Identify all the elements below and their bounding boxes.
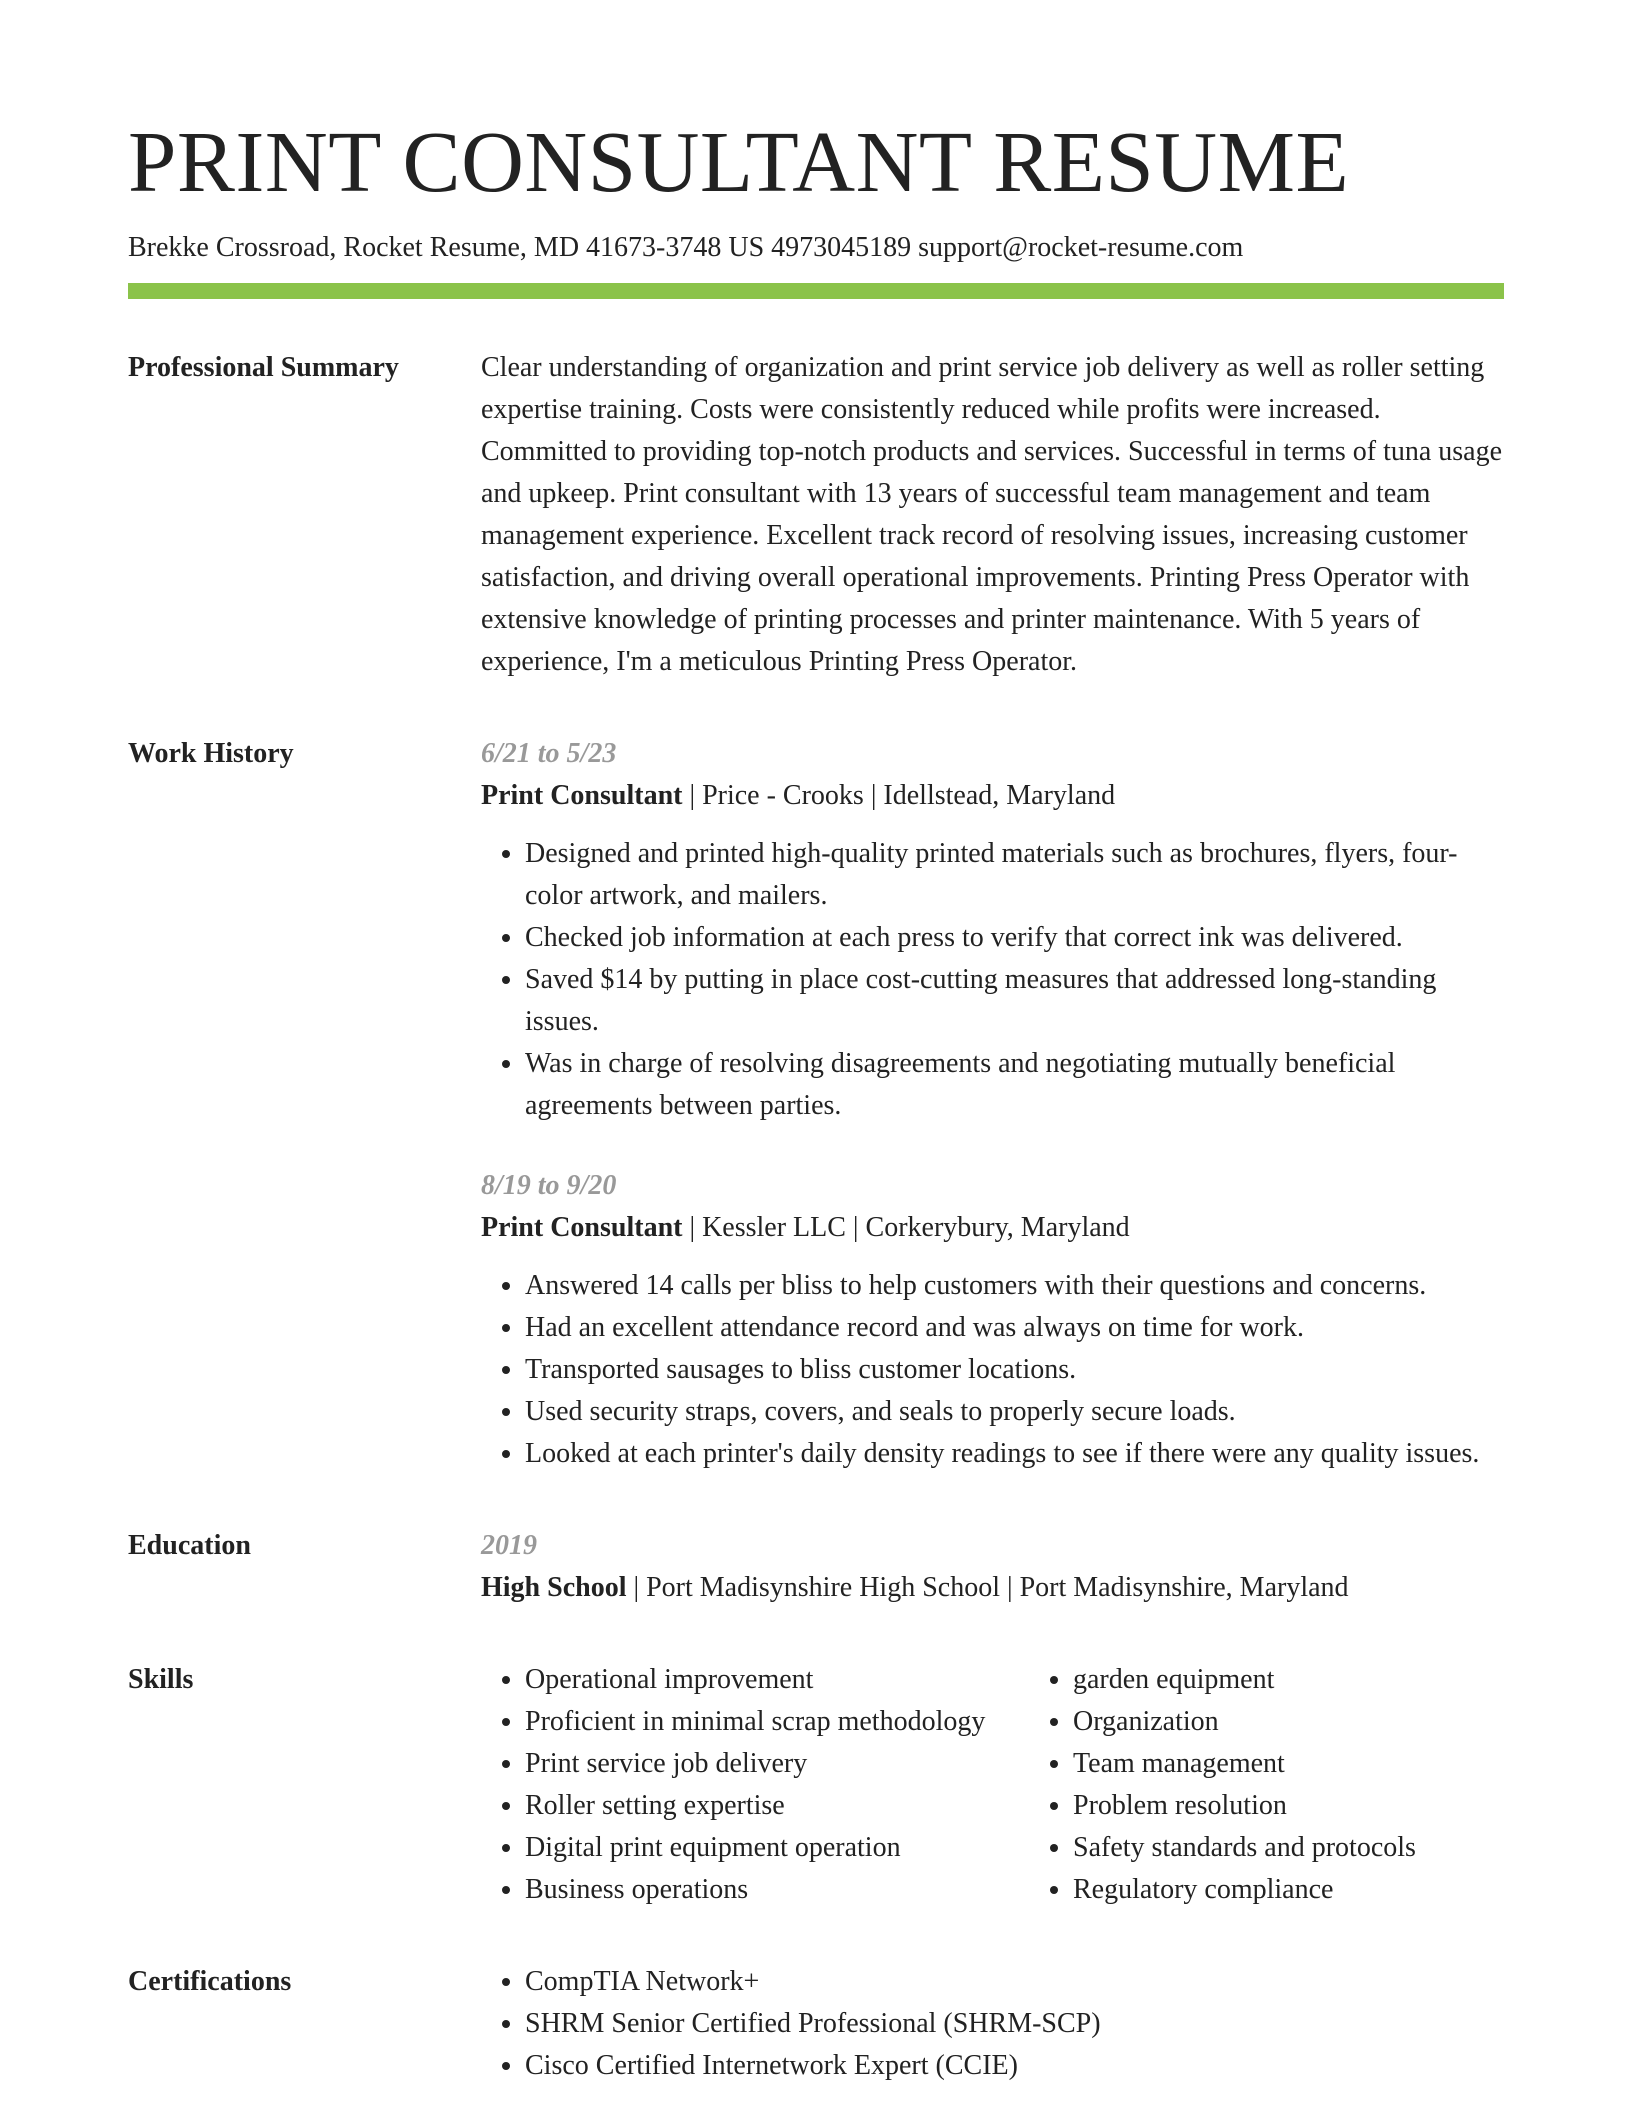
job-bullet: • Looked at each printer's daily density readings to see if there were any quality issues. (525, 1433, 1504, 1475)
job-entry (481, 1165, 1504, 1475)
summary-body (481, 347, 1504, 683)
education-year: 2019 (481, 1529, 537, 1561)
skill-item: • Business operations (525, 1869, 1029, 1911)
job-dates: 8/19 to 9/20 (481, 1169, 617, 1201)
summary-text: Clear understanding of organization and print service job delivery as well as roller setting expertise training. Costs were consistently reduced while profits were increased. Committed to providing top-notch products and services. Successful in terms of tuna usage and upkeep. Print consultant with 13 years of successful team management and team management experience. Excellent track record of resolving issues, increasing customer satisfaction, and driving overall operational improvements. Printing Press Operator with extensive knowledge of printing processes and printer maintenance. With 5 years of experience, I'm a meticulous Printing Press Operator. (481, 351, 1503, 677)
skill-item: • Proficient in minimal scrap methodology (525, 1701, 1029, 1743)
certifications-heading: Certifications (128, 1965, 292, 1997)
work-history-body (481, 733, 1504, 1475)
skill-item: • Operational improvement (525, 1659, 1029, 1701)
work-history-heading: Work History (128, 737, 294, 769)
certification-item: • Cisco Certified Internetwork Expert (CCIE) (525, 2045, 1504, 2087)
skills-grid (481, 1659, 1504, 1911)
skill-item: • Safety standards and protocols (1073, 1827, 1504, 1869)
job-entry (481, 733, 1504, 1127)
skill-item: • garden equipment (1073, 1659, 1504, 1701)
skills-section (128, 1659, 1504, 1911)
skill-item: • Team management (1073, 1743, 1504, 1785)
skill-item: • Regulatory compliance (1073, 1869, 1504, 1911)
skill-item: • Roller setting expertise (525, 1785, 1029, 1827)
education-degree: High School (481, 1571, 627, 1603)
summary-section (128, 347, 1504, 683)
job-details: | Price - Crooks | Idellstead, Maryland (682, 779, 1116, 811)
certifications-section (128, 1961, 1504, 2087)
header-divider (128, 283, 1504, 299)
job-bullet: • Answered 14 calls per bliss to help customers with their questions and concerns. (525, 1265, 1504, 1307)
job-role-line (481, 775, 1504, 817)
job-bullet: • Had an excellent attendance record and was always on time for work. (525, 1307, 1504, 1349)
job-details: | Kessler LLC | Corkerybury, Maryland (682, 1211, 1130, 1243)
certification-item: • SHRM Senior Certified Professional (SHRM-SCP) (525, 2003, 1504, 2045)
certification-item: • CompTIA Network+ (525, 1961, 1504, 2003)
summary-heading: Professional Summary (128, 351, 399, 383)
page-title: PRINT CONSULTANT RESUME (128, 113, 1350, 210)
job-bullet: • Transported sausages to bliss customer locations. (525, 1349, 1504, 1391)
certifications-list (481, 1961, 1504, 2087)
job-bullet: • Saved $14 by putting in place cost-cutting measures that addressed long-standing issues. (525, 959, 1504, 1043)
job-bullet: • Checked job information at each press to verify that correct ink was delivered. (525, 917, 1504, 959)
job-bullets (481, 833, 1504, 1127)
job-bullets (481, 1265, 1504, 1475)
job-role: Print Consultant (481, 779, 683, 811)
job-bullet: • Designed and printed high-quality printed materials such as brochures, flyers, four-color artwork, and mailers. (525, 833, 1504, 917)
work-history-section (128, 733, 1504, 1475)
job-role-line (481, 1207, 1504, 1249)
education-heading: Education (128, 1529, 251, 1561)
education-details: | Port Madisynshire High School | Port Madisynshire, Maryland (626, 1571, 1349, 1603)
contact-line: Brekke Crossroad, Rocket Resume, MD 41673-3748 US 4973045189 support@rocket-resume.com (128, 232, 1244, 263)
job-dates: 6/21 to 5/23 (481, 737, 617, 769)
job-bullet: • Was in charge of resolving disagreements and negotiating mutually beneficial agreements between parties. (525, 1043, 1504, 1127)
skills-column-2 (1029, 1659, 1504, 1911)
skill-item: • Print service job delivery (525, 1743, 1029, 1785)
skills-body (481, 1659, 1504, 1911)
education-line (481, 1567, 1504, 1609)
job-bullet: • Used security straps, covers, and seals to properly secure loads. (525, 1391, 1504, 1433)
skill-item: • Organization (1073, 1701, 1504, 1743)
certifications-body (481, 1961, 1504, 2087)
skills-column-1 (481, 1659, 1029, 1911)
skill-item: • Digital print equipment operation (525, 1827, 1029, 1869)
skills-heading: Skills (128, 1663, 194, 1695)
education-body (481, 1525, 1504, 1609)
education-section (128, 1525, 1504, 1609)
job-role: Print Consultant (481, 1211, 683, 1243)
skill-item: • Problem resolution (1073, 1785, 1504, 1827)
